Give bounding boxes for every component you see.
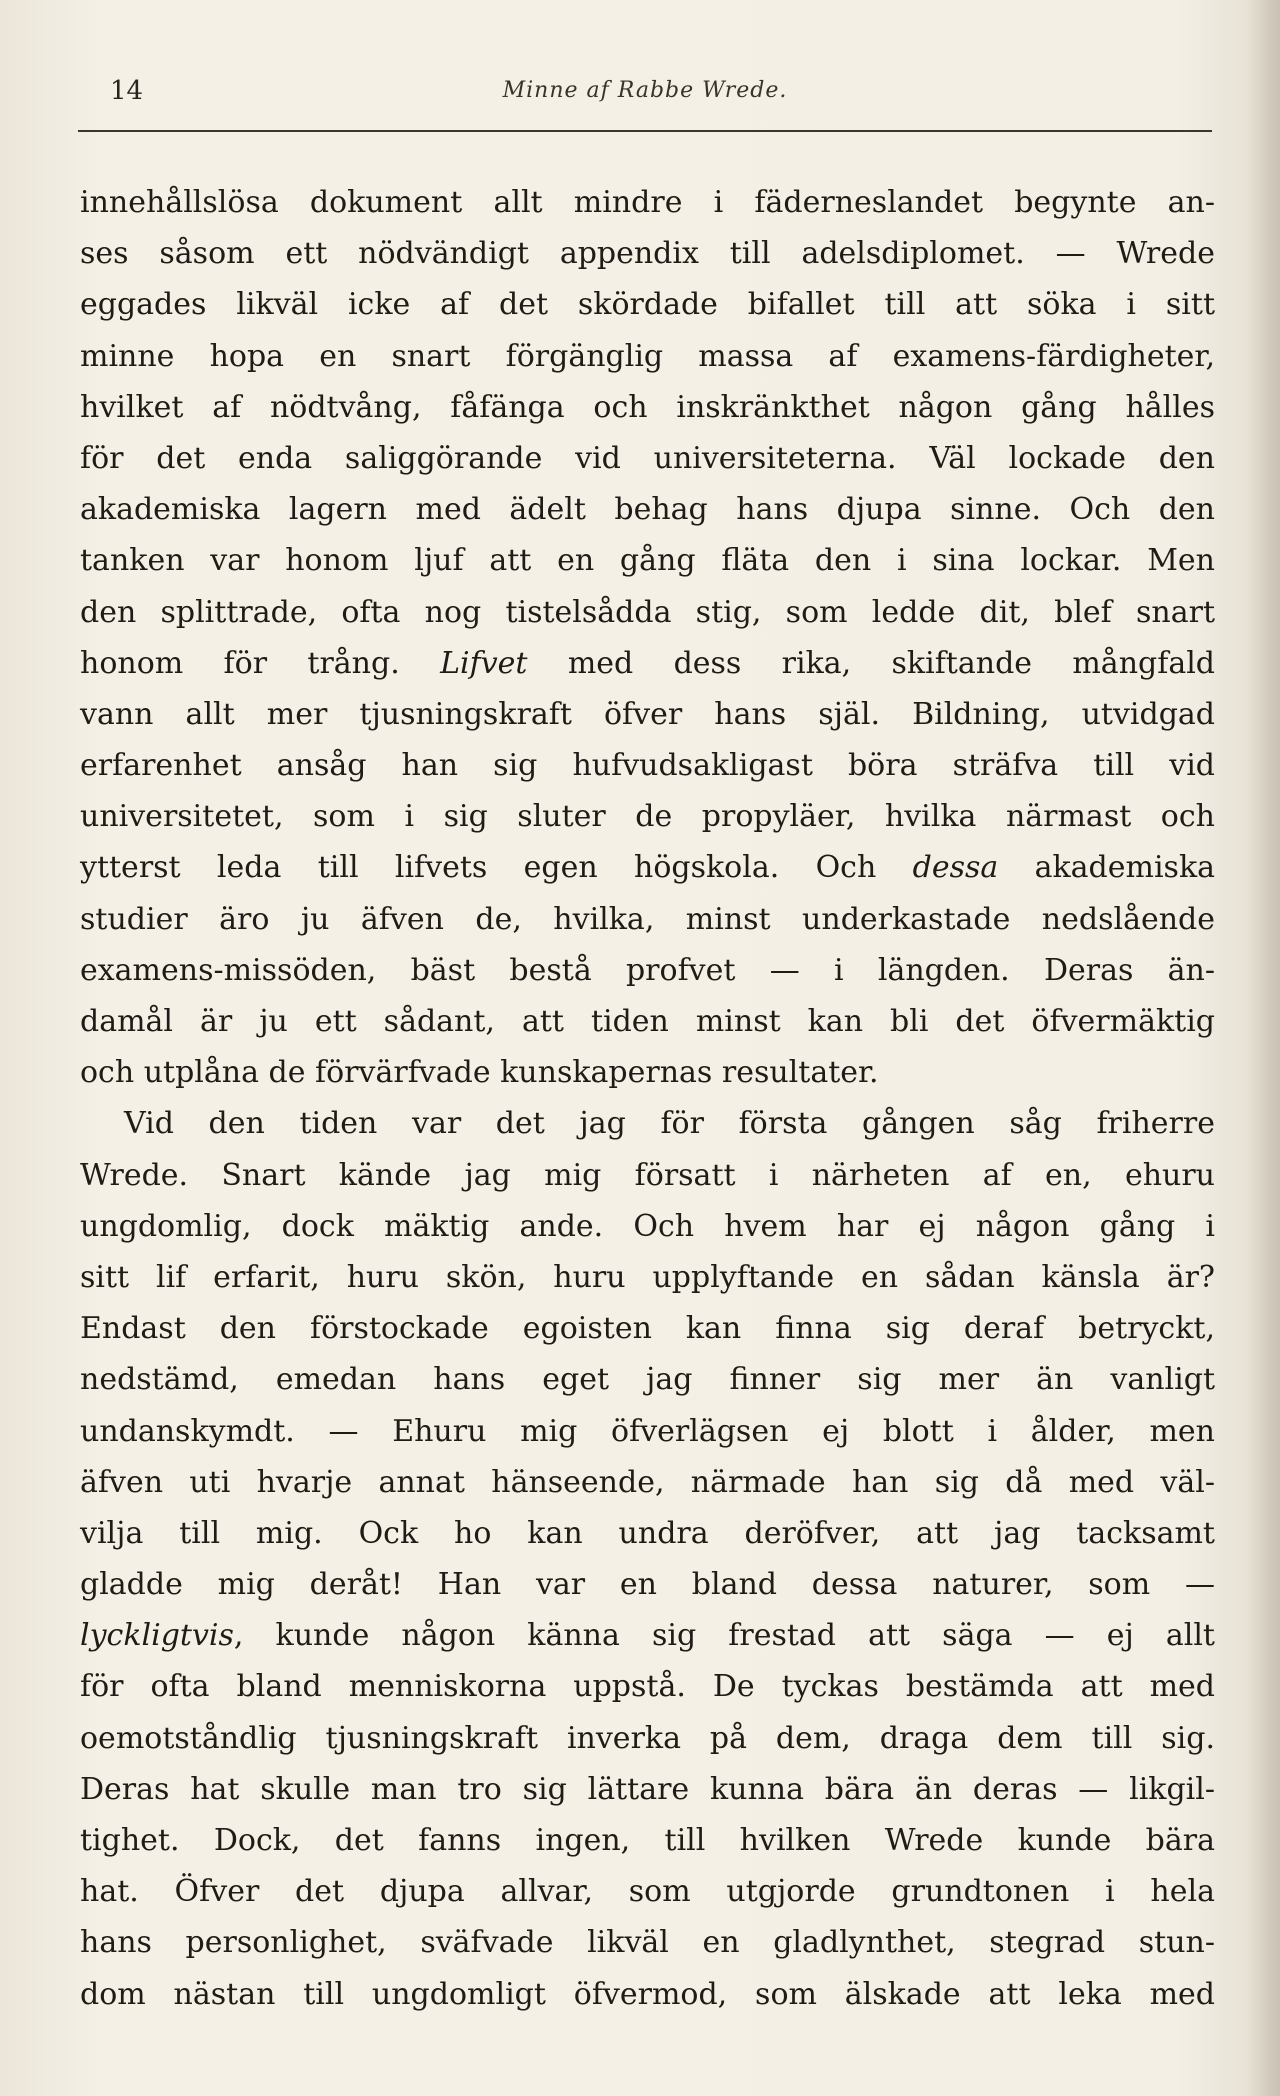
text-line	[80, 638, 1215, 689]
text-line	[80, 842, 1215, 893]
text-segment: akademiska	[998, 850, 1216, 886]
text-line: Wrede. Snart kände jag mig försatt i närheten af en, ehuru	[80, 1157, 1215, 1193]
text-line: innehållslösa dokument allt mindre i fäderneslandet begynte an-	[80, 185, 1215, 220]
text-line: undanskymdt. — Ehuru mig öfverlägsen ej blott i ålder, men	[80, 1413, 1215, 1449]
text-line: ungdomlig, dock mäktig ande. Och hvem har ej någon gång i	[80, 1208, 1215, 1244]
text-line: erfarenhet ansåg han sig hufvudsakligast böra sträfva till vid	[80, 748, 1215, 784]
text-line: Deras hat skulle man tro sig lättare kunna bära än deras — likgil-	[80, 1771, 1215, 1807]
text-line: sitt lif erfarit, huru skön, huru upplyftande en sådan känsla är?	[80, 1259, 1215, 1295]
text-line: akademiska lagern med ädelt behag hans djupa sinne. Och den	[80, 492, 1215, 528]
text-line: den splittrade, ofta nog tistelsådda stig, som ledde dit, blef snart	[80, 594, 1215, 630]
text-line: examens-missöden, bäst bestå profvet — i längden. Deras än-	[80, 952, 1215, 988]
text-line: tanken var honom ljuf att en gång fläta den i sina lockar. Men	[80, 543, 1215, 579]
text-line: äfven uti hvarje annat hänseende, närmade han sig då med väl-	[80, 1464, 1215, 1500]
text-line: minne hopa en snart förgänglig massa af examens-färdigheter,	[80, 338, 1215, 374]
text-line: damål är ju ett sådant, att tiden minst kan bli det öfvermäktig	[80, 1004, 1215, 1039]
page-edge-shadow	[1246, 0, 1280, 2096]
text-line	[80, 1610, 1215, 1661]
italic-emphasis: Lifvet	[440, 645, 528, 681]
body-text	[80, 177, 1215, 2020]
text-segment: honom för trång.	[80, 645, 441, 681]
page-header	[78, 68, 1212, 124]
text-line: för ofta bland menniskorna uppstå. De tyckas bestämda att med	[80, 1669, 1215, 1705]
text-line: Vid den tiden var det jag för första gången såg friherre	[124, 1106, 1215, 1142]
text-segment: , kunde någon känna sig frestad att säga — ej allt	[233, 1618, 1215, 1654]
text-segment: ytterst leda till lifvets egen högskola. Och	[80, 850, 913, 886]
text-line: eggades likväl icke af det skördade bifallet till att söka i sitt	[80, 287, 1215, 323]
text-line: universitetet, som i sig sluter de propyläer, hvilka närmast och	[80, 799, 1215, 835]
text-line: oemotståndlig tjusningskraft inverka på dem, draga dem till sig.	[80, 1720, 1215, 1756]
text-line: och utplåna de förvärfvade kunskapernas resultater.	[80, 1055, 879, 1091]
text-line: nedstämd, emedan hans eget jag finner sig mer än vanligt	[80, 1362, 1215, 1398]
text-line: för det enda saliggörande vid universiteterna. Väl lockade den	[80, 440, 1215, 476]
page-number: 14	[110, 76, 144, 106]
text-line: Endast den förstockade egoisten kan finna sig deraf betryckt,	[80, 1311, 1215, 1347]
text-line: ses såsom ett nödvändigt appendix till adelsdiplomet. — Wrede	[80, 236, 1215, 272]
text-line: hans personlighet, sväfvade likväl en gladlynthet, stegrad stun-	[80, 1925, 1215, 1961]
text-line: vilja till mig. Ock ho kan undra deröfver, att jag tacksamt	[80, 1515, 1215, 1551]
text-line: vann allt mer tjusningskraft öfver hans själ. Bildning, utvidgad	[80, 696, 1215, 732]
text-line: studier äro ju äfven de, hvilka, minst underkastade nedslående	[80, 901, 1215, 937]
header-rule	[78, 130, 1212, 132]
text-line: hvilket af nödtvång, fåfänga och inskränkthet någon gång hålles	[80, 389, 1215, 425]
italic-emphasis: dessa	[912, 850, 999, 886]
italic-emphasis: lyckligtvis	[80, 1618, 234, 1654]
text-line: tighet. Dock, det fanns ingen, till hvilken Wrede kunde bära	[80, 1823, 1215, 1858]
text-line: dom nästan till ungdomligt öfvermod, som älskade att leka med	[80, 1976, 1215, 2012]
text-line: gladde mig deråt! Han var en bland dessa naturer, som —	[80, 1567, 1215, 1603]
running-title: Minne af Rabbe Wrede.	[502, 78, 788, 103]
text-line: hat. Öfver det djupa allvar, som utgjorde grundtonen i hela	[80, 1874, 1215, 1910]
text-segment: med dess rika, skiftande mångfald	[527, 645, 1216, 681]
